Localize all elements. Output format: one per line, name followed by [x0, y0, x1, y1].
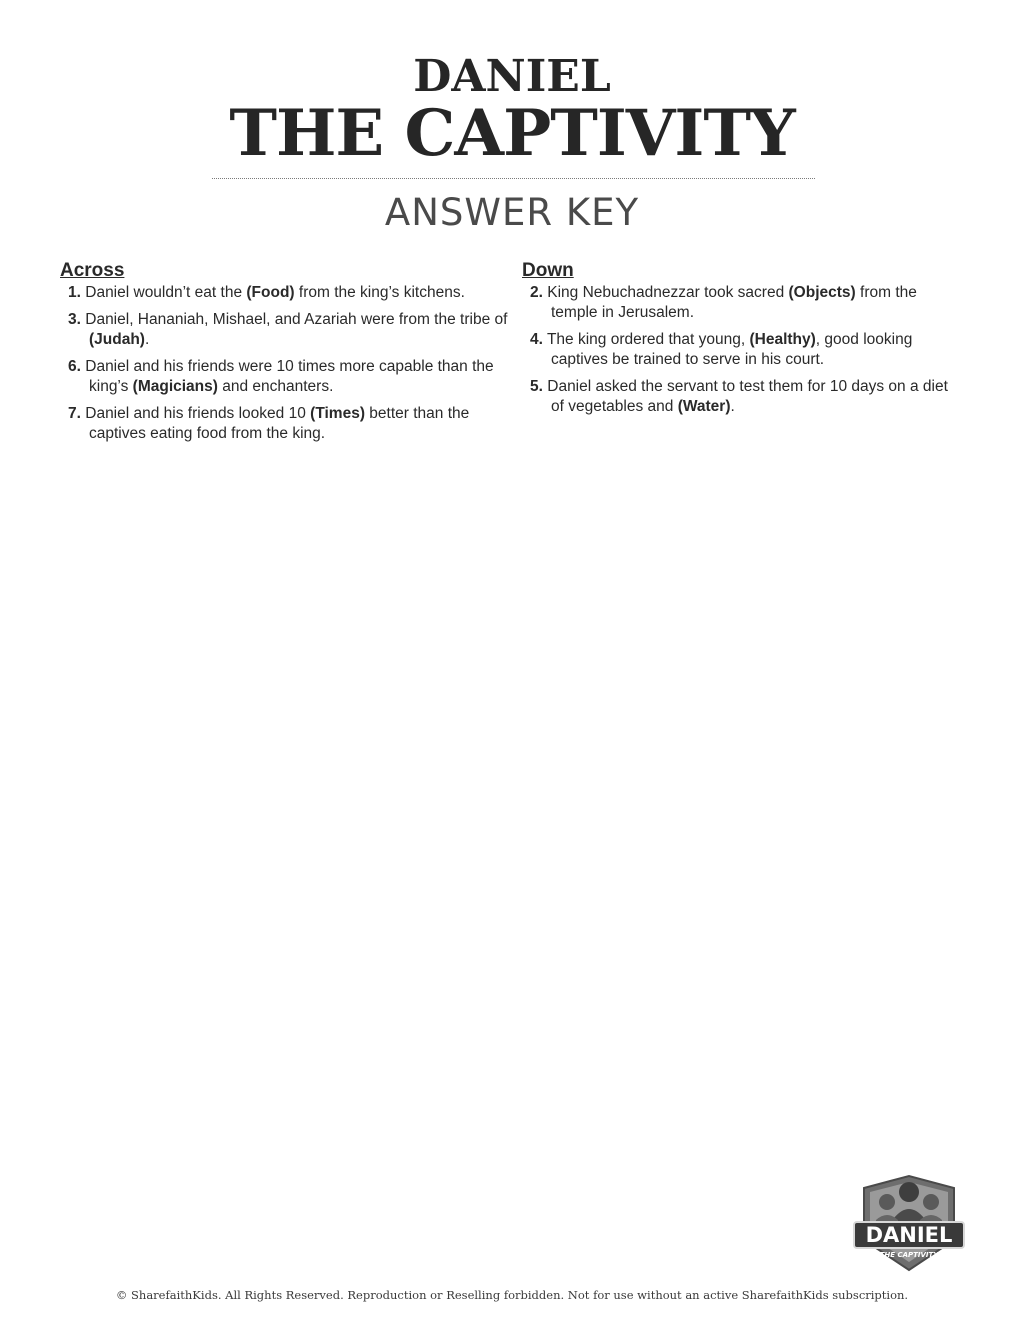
clue-number: 3. [68, 311, 81, 328]
clue-text: from the king’s kitchens. [294, 284, 465, 301]
logo-title: DANIEL [865, 1223, 953, 1247]
down-clue-4 [526, 330, 962, 370]
across-heading: Across [60, 260, 125, 281]
down-heading: Down [522, 260, 574, 281]
clue-number: 2. [530, 284, 543, 301]
clue-answer: (Judah) [89, 331, 145, 348]
clue-text: and enchanters. [217, 378, 334, 395]
clue-text: Daniel and his friends were 10 times more capable than the king’s [85, 358, 494, 395]
down-clue-2 [526, 283, 962, 323]
clue-number: 5. [530, 378, 543, 395]
clue-answer: (Objects) [788, 284, 856, 301]
clue-text: . [730, 398, 735, 415]
clue-answer: (Water) [677, 398, 731, 415]
answer-key-subtitle: ANSWER KEY [384, 191, 640, 234]
across-clue-7 [64, 404, 510, 444]
clue-text: Daniel asked the servant to test them for 10 days on a diet of vegetables and [547, 378, 948, 415]
across-clue-1 [64, 283, 510, 303]
clue-text: from the temple in Jerusalem. [551, 284, 917, 321]
title-daniel: DANIEL [413, 51, 611, 102]
daniel-logo-icon [850, 1170, 968, 1275]
clue-text: , good looking captives be trained to serve in his court. [551, 331, 913, 368]
clue-number: 6. [68, 358, 81, 375]
down-column [522, 259, 962, 424]
logo-subtitle: THE CAPTIVITY [879, 1251, 939, 1259]
clue-answer: (Healthy) [749, 331, 816, 348]
clue-text: The king ordered that young, [546, 331, 750, 348]
clue-text: Daniel, Hananiah, Mishael, and Azariah were from the tribe of [85, 311, 508, 328]
clue-answer: (Magicians) [132, 378, 218, 395]
clue-number: 4. [530, 331, 543, 348]
copyright-footer: © SharefaithKids. All Rights Reserved. Reproduction or Reselling forbidden. Not for use without an active SharefaithKids subscription. [115, 1288, 909, 1302]
across-clue-3 [64, 310, 510, 350]
title-the-captivity: THE CAPTIVITY [229, 96, 795, 171]
clue-number: 1. [68, 284, 81, 301]
across-clue-6 [64, 357, 510, 397]
clue-text: Daniel and his friends looked 10 [85, 405, 311, 422]
clue-answer: (Times) [310, 405, 365, 422]
clue-text: better than the captives eating food from the king. [89, 405, 470, 442]
clue-answer: (Food) [246, 284, 295, 301]
title-divider [212, 178, 815, 179]
clue-text: King Nebuchadnezzar took sacred [547, 284, 789, 301]
clue-text: Daniel wouldn’t eat the [85, 284, 247, 301]
clue-number: 7. [68, 405, 81, 422]
across-column [60, 259, 510, 451]
down-clue-5 [526, 377, 962, 417]
clue-text: . [144, 331, 150, 348]
